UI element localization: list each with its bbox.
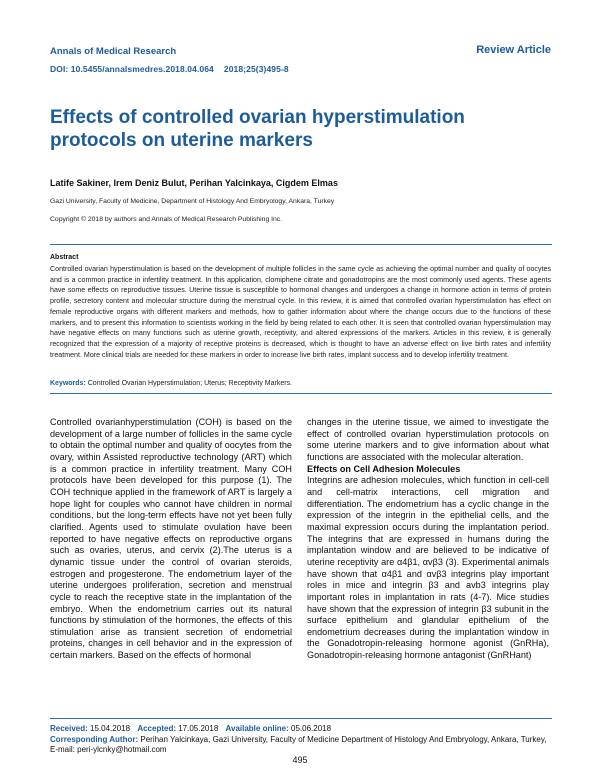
section-heading: Effects on Cell Adhesion Molecules — [307, 463, 461, 474]
online-date: 05.06.2018 — [291, 724, 332, 733]
body-paragraph: Controlled ovarianhyperstimulation (COH) is based on the development of a large number of follicles in the same cycle to obtain the optimal number and quality of oocytes from the ovary, within Assisted reproductive technology (ART) which is a common practice in infertility treatment. Many COH protocols have been developed for this purpose (1). The COH technique applied in the framework of ART is largely a hope light for couples who cannot have children in normal conditions, but the long-term effects have not yet been fully clarified. Agents used to stimulate ovulation have been reported to have negative effects on reproductive organs such as ovaries, uterus, and cervix (2).The uterus is a dynamic tissue under the control of ovarian steroids, estrogen and progesterone. The endometrium layer of the uterine undergoes proliferation, secretion and menstrual cycle to reach the receptive state in the implantation of the embryo. When the endometrium carries out its natural functions by stimulation of the hormones, the effects of this stimulation arise as transient secretion of endometrial proteins, changes in cell behavior and in the expression of certain markers. Based on the effects of hormonal — [50, 417, 292, 661]
doi[interactable]: DOI: 10.5455/annalsmedres.2018.04.064 — [50, 64, 214, 74]
body-column-left — [50, 417, 292, 662]
affiliation: Gazi University, Faculty of Medicine, Department of Histology And Embryology, Ankara, Turkey — [50, 198, 335, 205]
received-date: 15.04.2018 — [90, 724, 131, 733]
keywords-label: Keywords: — [50, 380, 86, 387]
abstract-heading: Abstract — [50, 254, 79, 261]
journal-name: Annals of Medical Research — [50, 46, 177, 57]
article-type: Review Article — [476, 44, 551, 56]
page-number: 495 — [292, 755, 308, 765]
footer-rule — [50, 718, 552, 719]
received-label: Received: — [50, 724, 88, 733]
accepted-label: Accepted: — [137, 724, 176, 733]
copyright: Copyright © 2018 by authors and Annals of Medical Research Publishing Inc. — [50, 216, 283, 223]
corresponding-text: Perihan Yalcinkaya, Gazi University, Faculty of Medicine Department of Histology And Embryology, Ankara, Turkey, E-mail: peri-ylcnky@hotmail.com — [50, 734, 547, 754]
body-paragraph: Integrins are adhesion molecules, which function in cell-cell and cell-matrix interactions, cell migration and differentiation. The endometrium has a cyclic change in the expression of the integrin in the epithelial cells, and the maximal expression occurs during the implantation period. The integrins that are expressed in humans during the implantation window and are believed to be indicative of uterine receptivity are α4β1, αvβ3 (3). Experimental animals have shown that α4β1 and αvβ3 integrins play important roles in mice and integrin β3 and avb3 integrins play important roles in implantation in rats (4-7). Mice studies have shown that the expression of integrin β3 subunit in the surface epithelium and glandular epithelium of the endometrium decreases during the implantation window in the Gonadotropin-releasing hormone agonist (GnRHa), Gonadotropin-releasing hormone antagonist (GnRHant) — [307, 475, 549, 661]
corresponding-author — [50, 735, 552, 756]
body-paragraph: changes in the uterine tissue, we aimed to investigate the effect of controlled ovarian hyperstimulation protocols on some uterine markers and to give information about what functions are associated with the molecular alteration. — [307, 417, 549, 462]
abstract-text: Controlled ovarian hyperstimulation is based on the development of multiple follicles in the same cycle as achieving the optimal number and quality of oocytes and is a common practice in infertility treatment. In this application, clomiphene citrate and gonadotropins are the most commonly used agents. These agents have some effects on reproductive tissues. Uterine tissue is susceptible to hormonal changes and undergoes a change in hormone action in terms of protein profile, secretory content and molecular structure during the menstrual cycle. In this review, it is aimed that controlled ovarian hyperstimulation has effect on female reproductive organs with different markers and methods, how to gather information about where the change occurs due to the functions of these markers, and to present this information to scientists working in the field by being related to each other. It is seen that controlled ovarian hyperstimulation may have negative effects on many functions such as uterine growth, receptivity, and altered expressions of the markers. Articles in this review, it is generally recognized that the expression of a majority of receptive proteins is decreased, which is thought to have an adverse effect on live birth rates and infertility treatment. More clinical trials are needed for these markers in order to increase live birth rates, implant success and to develop infertility treatment. — [50, 265, 551, 359]
corresponding-label: Corresponding Author: — [50, 734, 139, 744]
article-title: Effects of controlled ovarian hyperstimulation protocols on uterine markers — [50, 107, 465, 151]
abstract-top-rule — [50, 244, 552, 245]
online-label: Available online: — [225, 724, 289, 733]
abstract-bottom-rule — [50, 393, 552, 394]
keywords — [50, 380, 292, 387]
footer-info — [50, 724, 552, 756]
authors: Latife Sakiner, Irem Deniz Bulut, Perihan Yalcinkaya, Cigdem Elmas — [50, 178, 338, 188]
body-column-right — [307, 417, 549, 662]
dates-line — [50, 724, 552, 735]
volume-info: 2018;25(3)495-8 — [223, 64, 289, 74]
accepted-date: 17.05.2018 — [178, 724, 219, 733]
keywords-text: Controlled Ovarian Hyperstimulation; Uterus; Receptivity Markers. — [87, 380, 292, 387]
doi-line — [50, 64, 289, 74]
